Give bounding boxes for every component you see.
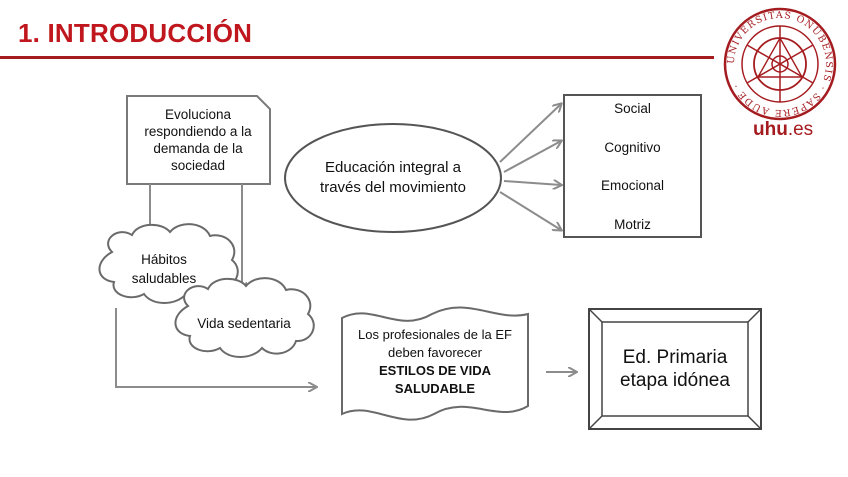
dimension-social: Social bbox=[614, 100, 651, 116]
habitos-text: Hábitos saludables bbox=[131, 252, 197, 286]
uhu-brand-logo: uhu.es bbox=[753, 119, 814, 140]
arrow-to-motriz bbox=[500, 192, 561, 230]
vida-text: Vida sedentaria bbox=[197, 315, 291, 331]
dimension-motriz: Motriz bbox=[614, 216, 651, 232]
page-title: 1. INTRODUCCIÓN bbox=[18, 18, 253, 48]
dimension-cognitivo: Cognitivo bbox=[604, 139, 661, 155]
arrow-to-cognitivo bbox=[504, 141, 561, 172]
dimension-emocional: Emocional bbox=[600, 177, 665, 193]
educacion-text: Educación integral a través del movimiento bbox=[320, 159, 466, 196]
evoluciona-text: Evoluciona respondiendo a la demanda de la sociedad bbox=[144, 107, 252, 173]
primaria-text: Ed. Primaria etapa idónea bbox=[620, 347, 730, 391]
arrow-to-emocional bbox=[504, 181, 561, 185]
seal-ring-text: UNIVERSITAS ONUBENSIS · SAPERE AUDE · bbox=[725, 9, 835, 119]
profesionales-text: Los profesionales de la EF deben favorecer ESTILOS DE VIDA SALUDABLE bbox=[358, 327, 512, 396]
arrow-to-social bbox=[500, 104, 561, 162]
